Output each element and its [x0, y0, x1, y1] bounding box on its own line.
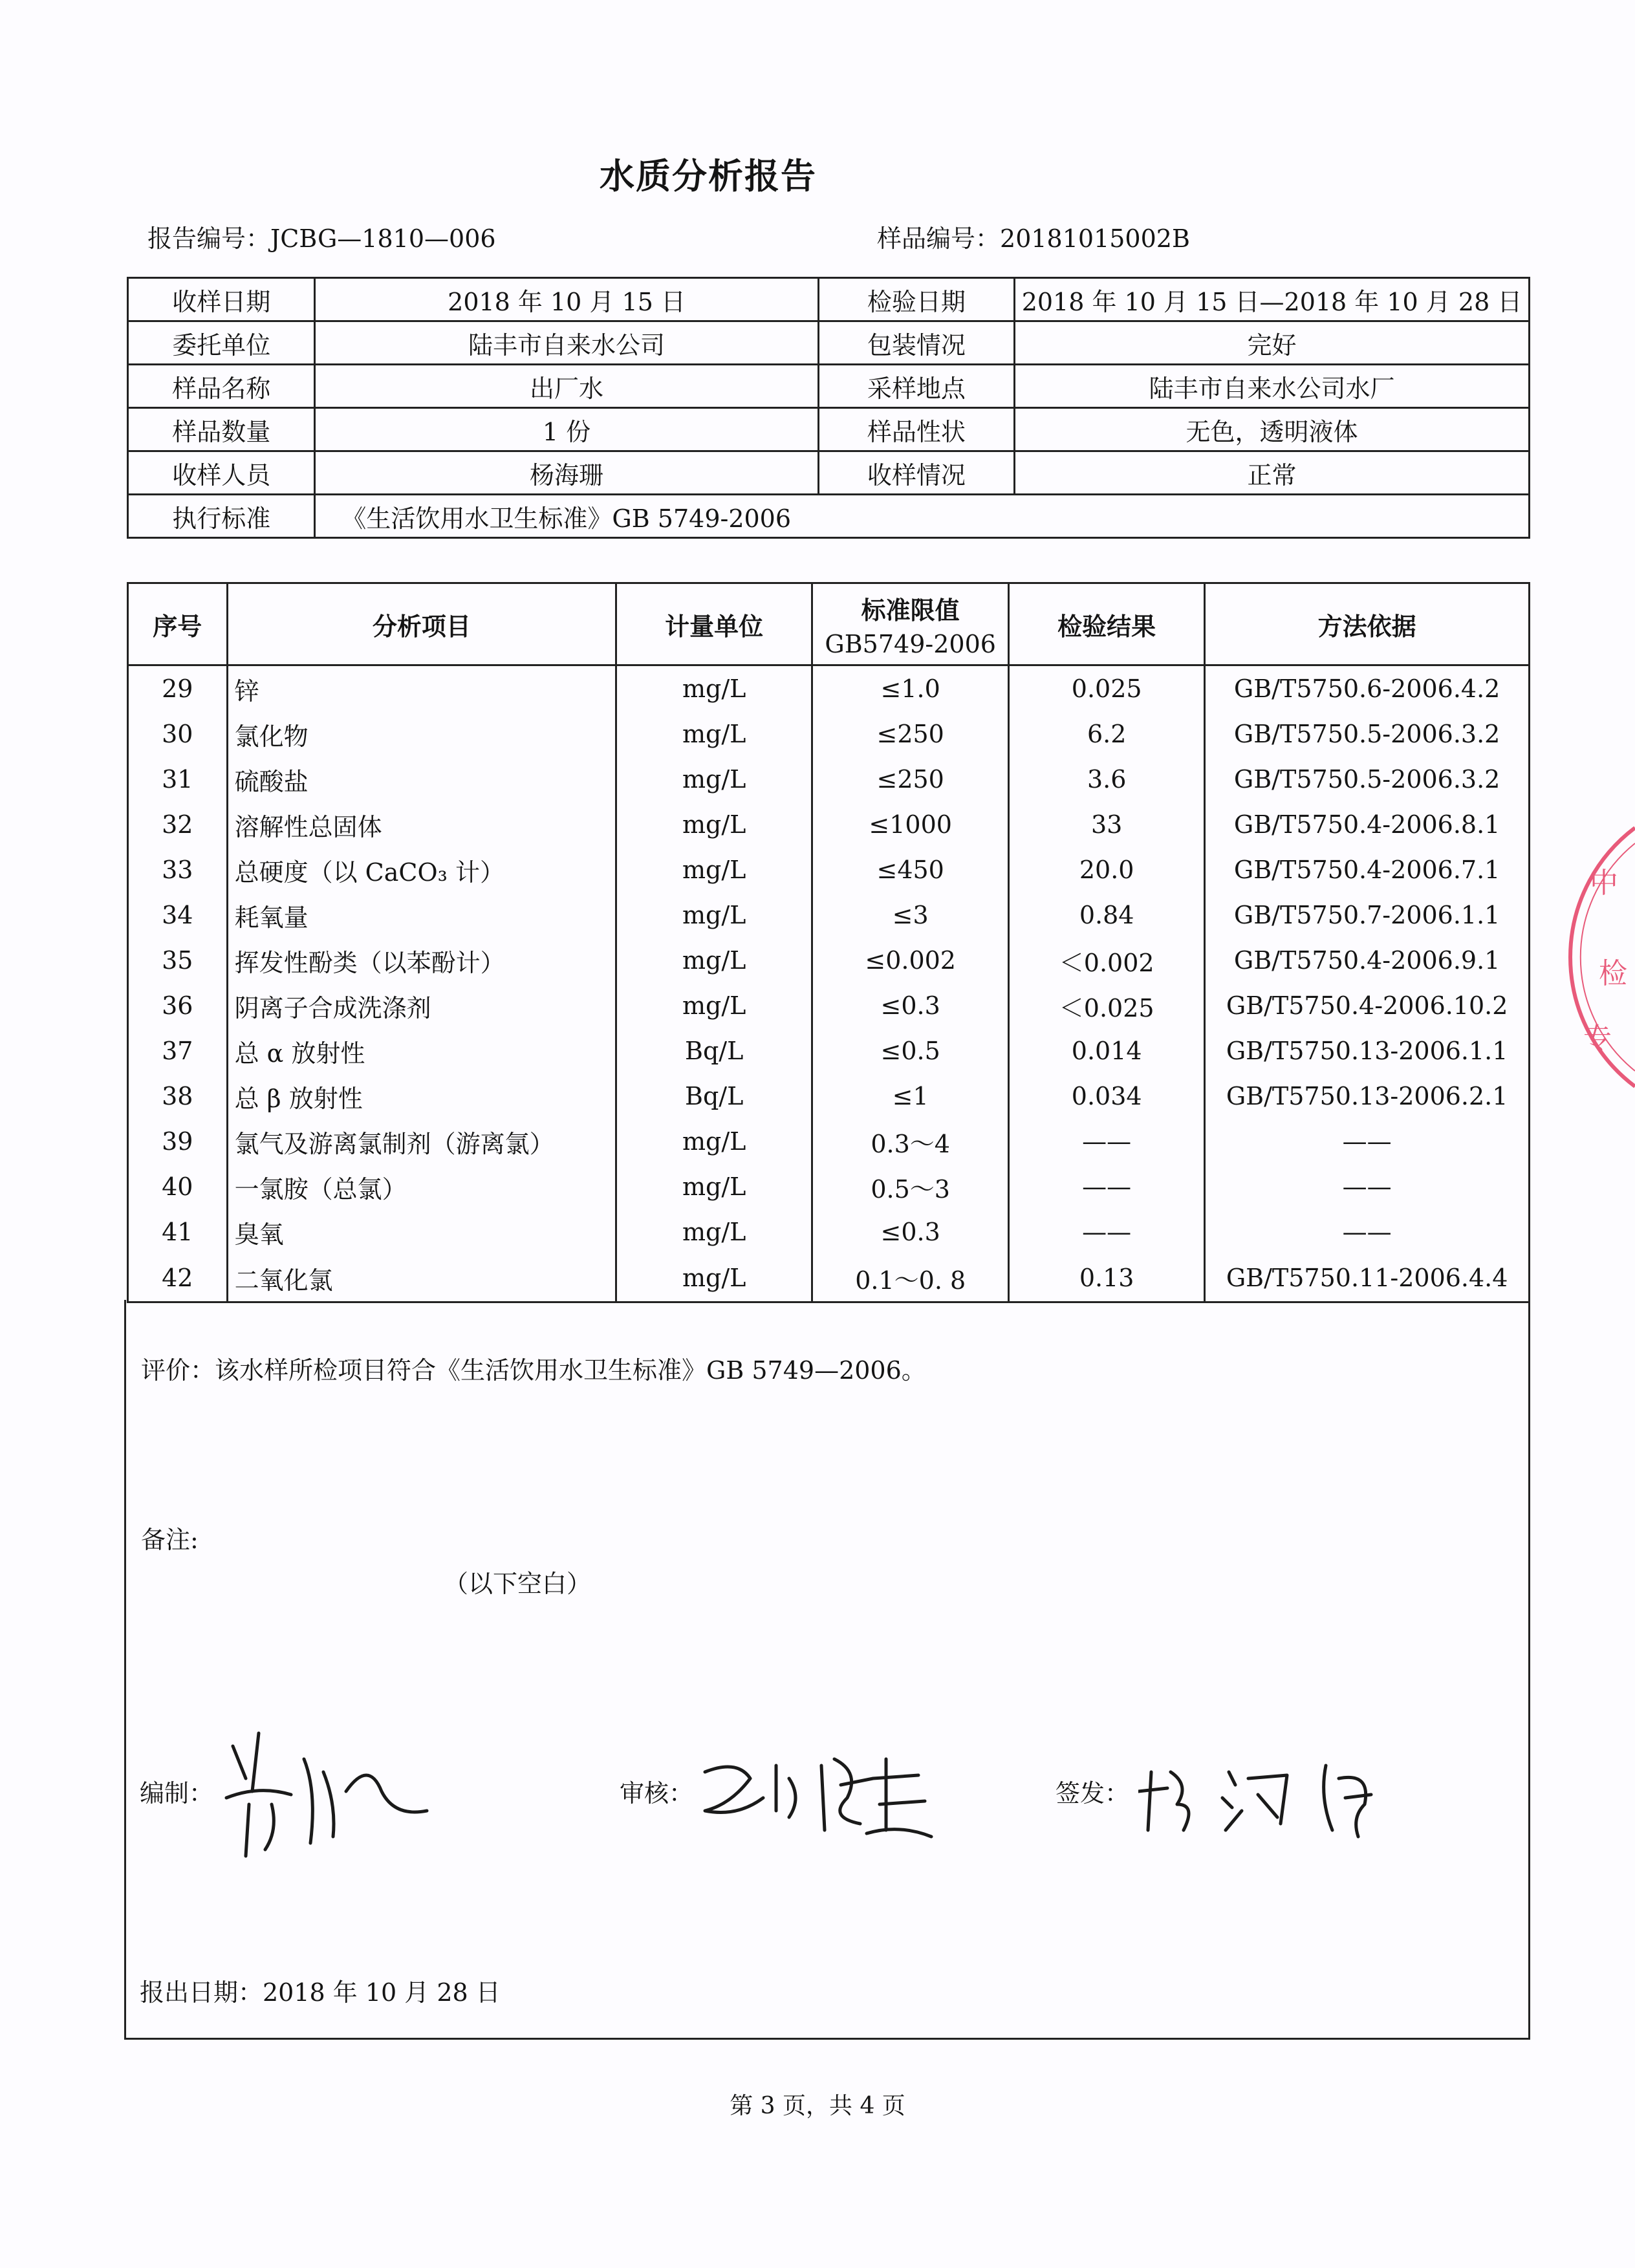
cell-result: ＜0.025 [1009, 983, 1205, 1028]
cell-limit: ≤3 [812, 892, 1009, 938]
standard-row [128, 495, 1530, 538]
cell-unit: mg/L [616, 983, 812, 1028]
cell-result: 0.025 [1009, 665, 1205, 712]
table-row [128, 665, 1530, 712]
report-title: 水质分析报告 [600, 155, 817, 197]
standard-value: 《生活饮用水卫生标准》GB 5749-2006 [315, 495, 1530, 538]
issue-date: 报出日期：2018 年 10 月 28 日 [140, 1978, 501, 2007]
table-row [128, 1209, 1530, 1255]
info-key: 包装情况 [818, 321, 1014, 365]
cell-method: GB/T5750.4-2006.7.1 [1205, 847, 1530, 892]
cell-method: GB/T5750.5-2006.3.2 [1205, 711, 1530, 757]
col-header-limit-line1: 标准限值 [861, 595, 960, 625]
cell-no: 42 [128, 1255, 228, 1302]
cell-method: —— [1205, 1209, 1530, 1255]
cell-method: —— [1205, 1119, 1530, 1164]
cell-no: 39 [128, 1119, 228, 1164]
info-value: 出厂水 [315, 365, 818, 408]
cell-no: 33 [128, 847, 228, 892]
info-key: 样品数量 [128, 408, 315, 451]
info-value: 正常 [1015, 451, 1530, 495]
cell-item: 耗氧量 [227, 892, 616, 938]
cell-item: 挥发性酚类（以苯酚计） [227, 938, 616, 983]
info-value: 2018 年 10 月 15 日 [315, 278, 818, 321]
table-header-row [128, 583, 1530, 665]
cell-item: 溶解性总固体 [227, 802, 616, 847]
table-row [128, 1164, 1530, 1209]
col-header-limit-line2: GB5749-2006 [825, 629, 996, 658]
cell-result: 0.84 [1009, 892, 1205, 938]
cell-unit: mg/L [616, 711, 812, 757]
cell-limit: 0.5～3 [812, 1164, 1009, 1209]
evaluation-text: 评价：该水样所检项目符合《生活饮用水卫生标准》GB 5749—2006。 [141, 1356, 926, 1385]
cell-limit: ≤250 [812, 757, 1009, 802]
info-value: 陆丰市自来水公司 [315, 321, 818, 365]
page-footer: 第 3 页，共 4 页 [730, 2093, 905, 2119]
issuer-signature [1138, 1746, 1384, 1843]
cell-item: 总硬度（以 CaCO₃ 计） [227, 847, 616, 892]
cell-no: 36 [128, 983, 228, 1028]
cell-no: 30 [128, 711, 228, 757]
info-value: 2018 年 10 月 15 日—2018 年 10 月 28 日 [1015, 278, 1530, 321]
cell-result: 20.0 [1009, 847, 1205, 892]
cell-result: —— [1009, 1209, 1205, 1255]
blank-note: （以下空白） [444, 1570, 592, 1598]
cell-item: 硫酸盐 [227, 757, 616, 802]
cell-method: GB/T5750.5-2006.3.2 [1205, 757, 1530, 802]
info-value: 完好 [1015, 321, 1530, 365]
col-header-method: 方法依据 [1205, 583, 1530, 665]
sample-number [877, 219, 1190, 254]
remark-label: 备注: [141, 1526, 199, 1554]
conclusion-section [124, 1300, 1530, 2040]
table-row [128, 1119, 1530, 1164]
info-key: 样品名称 [128, 365, 315, 408]
table-row [128, 983, 1530, 1028]
info-row [128, 451, 1530, 495]
cell-no: 32 [128, 802, 228, 847]
cell-method: —— [1205, 1164, 1530, 1209]
cell-result: 6.2 [1009, 711, 1205, 757]
cell-method: GB/T5750.4-2006.9.1 [1205, 938, 1530, 983]
cell-method: GB/T5750.13-2006.2.1 [1205, 1074, 1530, 1119]
cell-no: 34 [128, 892, 228, 938]
cell-limit: ≤0.5 [812, 1028, 1009, 1074]
cell-method: GB/T5750.7-2006.1.1 [1205, 892, 1530, 938]
info-value: 1 份 [315, 408, 818, 451]
red-seal-stamp [1544, 815, 1635, 1099]
info-key: 收样情况 [818, 451, 1014, 495]
info-key: 样品性状 [818, 408, 1014, 451]
cell-item: 阴离子合成洗涤剂 [227, 983, 616, 1028]
cell-no: 29 [128, 665, 228, 712]
cell-no: 41 [128, 1209, 228, 1255]
stamp-text-3: 专 [1583, 1022, 1612, 1055]
cell-unit: mg/L [616, 802, 812, 847]
info-row [128, 278, 1530, 321]
table-row [128, 1028, 1530, 1074]
stamp-text-2: 检 [1599, 957, 1627, 990]
cell-unit: Bq/L [616, 1028, 812, 1074]
cell-no: 38 [128, 1074, 228, 1119]
info-value: 陆丰市自来水公司水厂 [1015, 365, 1530, 408]
info-row [128, 321, 1530, 365]
cell-result: 0.13 [1009, 1255, 1205, 1302]
cell-result: ＜0.002 [1009, 938, 1205, 983]
cell-item: 氯气及游离氯制剂（游离氯） [227, 1119, 616, 1164]
report-number-value: JCBG—1810—006 [270, 224, 496, 253]
col-header-item: 分析项目 [227, 583, 616, 665]
col-header-unit: 计量单位 [616, 583, 812, 665]
cell-method: GB/T5750.11-2006.4.4 [1205, 1255, 1530, 1302]
cell-limit: 0.3～4 [812, 1119, 1009, 1164]
cell-result: 0.034 [1009, 1074, 1205, 1119]
issuer-label: 签发： [1056, 1779, 1130, 1808]
cell-item: 一氯胺（总氯） [227, 1164, 616, 1209]
cell-unit: Bq/L [616, 1074, 812, 1119]
sample-number-value: 20181015002B [1000, 224, 1190, 253]
cell-method: GB/T5750.4-2006.10.2 [1205, 983, 1530, 1028]
cell-no: 40 [128, 1164, 228, 1209]
table-row [128, 1074, 1530, 1119]
cell-method: GB/T5750.4-2006.8.1 [1205, 802, 1530, 847]
table-row [128, 847, 1530, 892]
cell-unit: mg/L [616, 665, 812, 712]
reviewer-signature [692, 1740, 938, 1843]
cell-unit: mg/L [616, 938, 812, 983]
cell-item: 氯化物 [227, 711, 616, 757]
cell-unit: mg/L [616, 757, 812, 802]
cell-unit: mg/L [616, 1209, 812, 1255]
info-value: 杨海珊 [315, 451, 818, 495]
cell-item: 锌 [227, 665, 616, 712]
cell-limit: ≤250 [812, 711, 1009, 757]
cell-unit: mg/L [616, 847, 812, 892]
info-key: 检验日期 [818, 278, 1014, 321]
table-row [128, 892, 1530, 938]
cell-item: 臭氧 [227, 1209, 616, 1255]
analysis-results-table [127, 582, 1530, 1303]
table-row [128, 802, 1530, 847]
cell-no: 35 [128, 938, 228, 983]
cell-unit: mg/L [616, 892, 812, 938]
cell-method: GB/T5750.13-2006.1.1 [1205, 1028, 1530, 1074]
table-row [128, 938, 1530, 983]
cell-method: GB/T5750.6-2006.4.2 [1205, 665, 1530, 712]
cell-unit: mg/L [616, 1119, 812, 1164]
cell-unit: mg/L [616, 1164, 812, 1209]
info-key: 收样日期 [128, 278, 315, 321]
reviewer-label: 审核： [620, 1779, 694, 1808]
cell-result: 33 [1009, 802, 1205, 847]
report-number [147, 219, 496, 254]
cell-limit: ≤0.3 [812, 983, 1009, 1028]
cell-result: —— [1009, 1164, 1205, 1209]
cell-no: 31 [128, 757, 228, 802]
info-row [128, 408, 1530, 451]
info-value: 无色，透明液体 [1015, 408, 1530, 451]
report-number-label: 报告编号： [147, 224, 271, 253]
standard-label: 执行标准 [128, 495, 315, 538]
col-header-result: 检验结果 [1009, 583, 1205, 665]
cell-result: 3.6 [1009, 757, 1205, 802]
cell-item: 二氧化氯 [227, 1255, 616, 1302]
cell-unit: mg/L [616, 1255, 812, 1302]
cell-result: 0.014 [1009, 1028, 1205, 1074]
cell-item: 总 β 放射性 [227, 1074, 616, 1119]
cell-limit: 0.1～0. 8 [812, 1255, 1009, 1302]
cell-no: 37 [128, 1028, 228, 1074]
compiler-signature [220, 1720, 440, 1869]
cell-result: —— [1009, 1119, 1205, 1164]
table-row [128, 711, 1530, 757]
cell-limit: ≤0.3 [812, 1209, 1009, 1255]
cell-limit: ≤1000 [812, 802, 1009, 847]
cell-limit: ≤1.0 [812, 665, 1009, 712]
table-row [128, 757, 1530, 802]
table-row [128, 1255, 1530, 1302]
cell-limit: ≤450 [812, 847, 1009, 892]
info-key: 委托单位 [128, 321, 315, 365]
sample-number-label: 样品编号： [877, 224, 1001, 253]
compiler-label: 编制： [140, 1779, 214, 1808]
col-header-no: 序号 [128, 583, 228, 665]
sample-info-table [127, 277, 1530, 539]
info-row [128, 365, 1530, 408]
info-key: 采样地点 [818, 365, 1014, 408]
col-header-limit [812, 583, 1009, 665]
cell-limit: ≤0.002 [812, 938, 1009, 983]
cell-limit: ≤1 [812, 1074, 1009, 1119]
info-key: 收样人员 [128, 451, 315, 495]
stamp-text-1: 中 [1590, 867, 1618, 900]
cell-item: 总 α 放射性 [227, 1028, 616, 1074]
